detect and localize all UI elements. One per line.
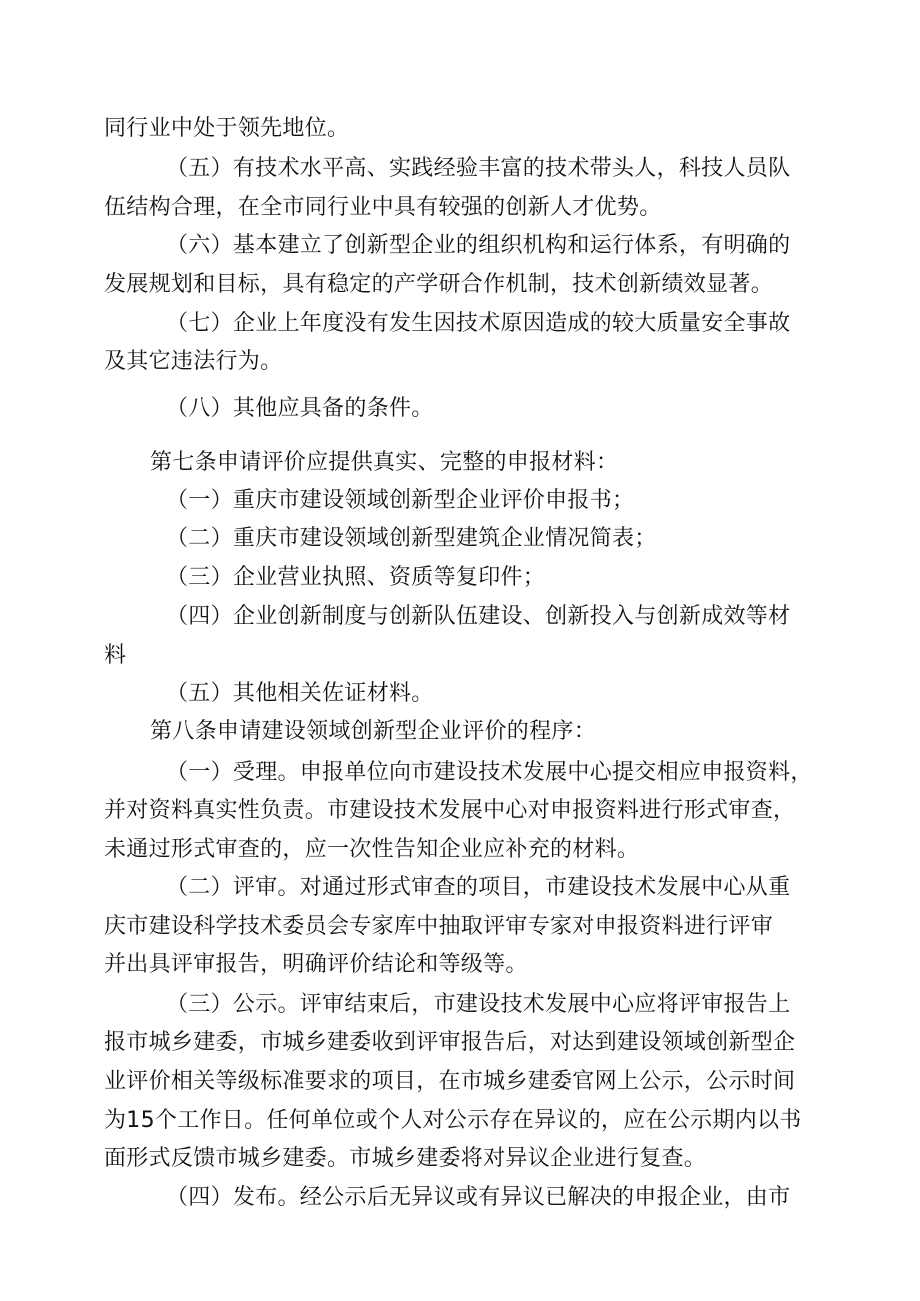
text-line: （四）发布。经公示后无异议或有异议已解决的申报企业，由市: [166, 1185, 791, 1210]
text-line: （四）企业创新制度与创新队伍建设、创新投入与创新成效等材: [166, 604, 791, 629]
text-line: 及其它违法行为。: [104, 349, 283, 374]
text-line: 并出具评审报告，明确评价结论和等级等。: [104, 952, 528, 977]
text-line: 第七条申请评价应提供真实、完整的申报材料：: [150, 450, 619, 475]
text-line: （三）公示。评审结束后，市建设技术发展中心应将评审报告上: [166, 992, 791, 1017]
text-line: （一）重庆市建设领域创新型企业评价申报书；: [166, 488, 635, 513]
text-line: （七）企业上年度没有发生因技术原因造成的较大质量安全事故: [166, 311, 791, 336]
text-line: （六）基本建立了创新型企业的组织机构和运行体系，有明确的: [166, 233, 791, 258]
text-line: 同行业中处于领先地位。: [104, 116, 350, 141]
text-line: 未通过形式审查的，应一次性告知企业应补充的材料。: [104, 837, 640, 862]
text-line: （八）其他应具备的条件。: [166, 396, 434, 421]
text-line: 报市城乡建委，市城乡建委收到评审报告后，对达到建设领域创新型企: [104, 1030, 796, 1055]
text-line: （三）企业营业执照、资质等复印件；: [166, 565, 546, 590]
text-line: （五）有技术水平高、实践经验丰富的技术带头人，科技人员队: [166, 156, 791, 181]
text-line: 庆市建设科学技术委员会专家库中抽取评审专家对申报资料进行评审: [104, 914, 774, 939]
text-line: 为15个工作日。任何单位或个人对公示存在异议的，应在公示期内以书: [104, 1108, 802, 1133]
text-line: 业评价相关等级标准要求的项目，在市城乡建委官网上公示，公示时间: [104, 1069, 796, 1094]
text-line: （二）评审。对通过形式审查的项目，市建设技术发展中心从重: [166, 875, 791, 900]
text-line: 第八条申请建设领域创新型企业评价的程序：: [150, 719, 597, 744]
text-line: 并对资料真实性负责。市建设技术发展中心对申报资料进行形式审查，: [104, 798, 796, 823]
text-line: 料: [104, 643, 127, 668]
text-line: （二）重庆市建设领域创新型建筑企业情况简表；: [166, 526, 657, 551]
text-line: （一）受理。申报单位向市建设技术发展中心提交相应申报资料，: [166, 760, 813, 785]
text-line: （五）其他相关佐证材料。: [166, 681, 434, 706]
text-line: 伍结构合理，在全市同行业中具有较强的创新人才优势。: [104, 195, 662, 220]
text-line: 面形式反馈市城乡建委。市城乡建委将对异议企业进行复查。: [104, 1146, 707, 1171]
text-line: 发展规划和目标，具有稳定的产学研合作机制，技术创新绩效显著。: [104, 272, 774, 297]
